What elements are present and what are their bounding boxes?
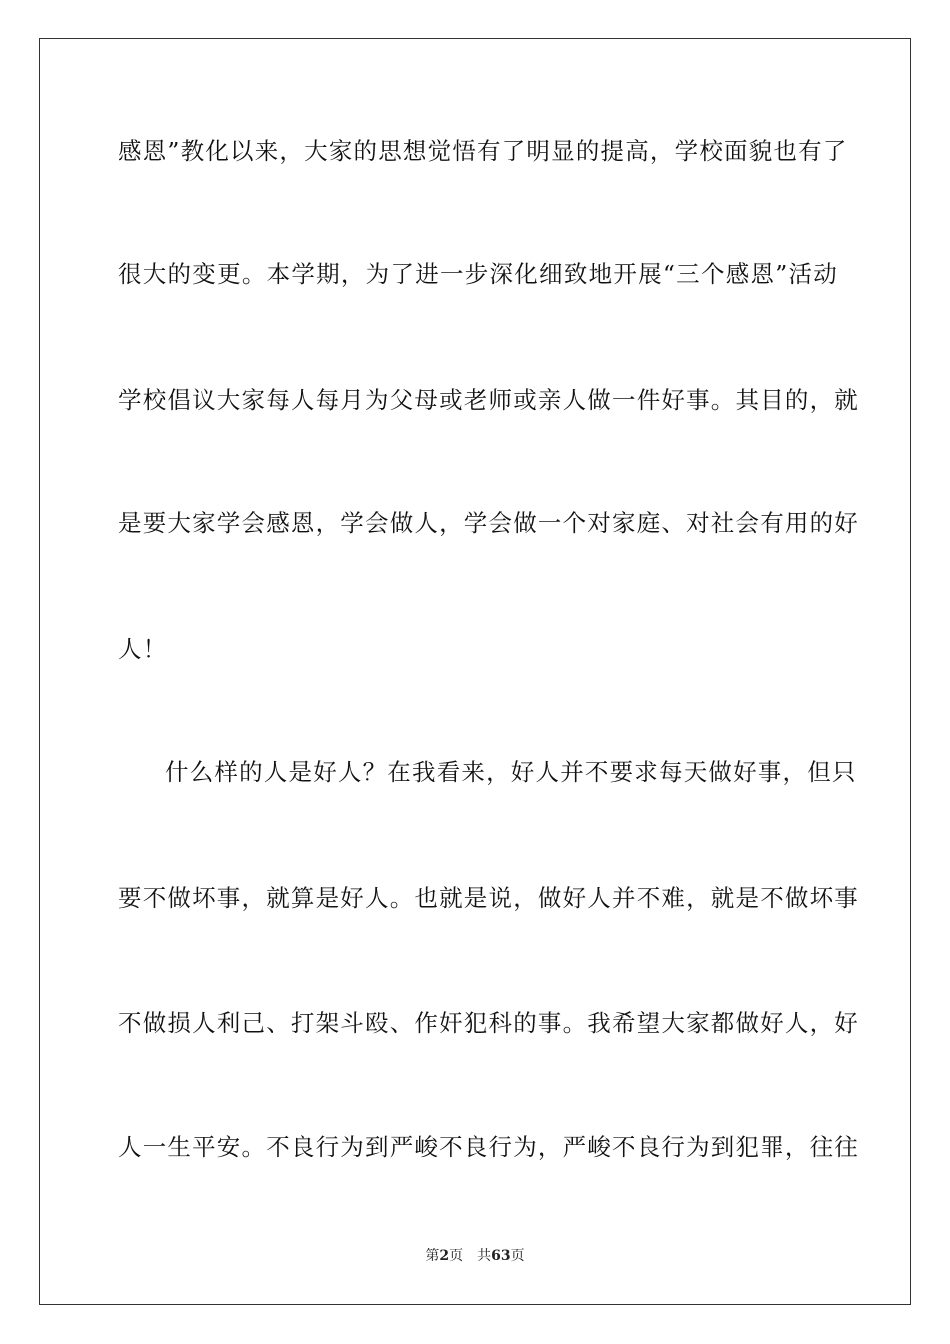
page-border — [39, 38, 911, 1305]
text-line-5: 人！ — [118, 635, 168, 663]
text-line-4: 是要大家学会感恩，学会做人，学会做一个对家庭、对社会有用的好 — [118, 509, 859, 537]
page-footer — [0, 1247, 950, 1265]
footer-total-suffix: 页 — [510, 1248, 525, 1264]
text-line-7: 要不做坏事，就算是好人。也就是说，做好人并不难，就是不做坏事 — [118, 884, 859, 912]
text-line-8: 不做损人利己、打架斗殴、作奸犯科的事。我希望大家都做好人，好 — [118, 1009, 859, 1037]
text-line-1: 感恩”教化以来，大家的思想觉悟有了明显的提高，学校面貌也有了 — [118, 137, 848, 165]
paragraph-start-line: 什么样的人是好人？在我看来，好人并不要求每天做好事，但只 — [165, 758, 857, 786]
current-page-number: 2 — [439, 1248, 450, 1264]
text-line-2: 很大的变更。本学期，为了进一步深化细致地开展“三个感恩”活动 — [118, 260, 838, 288]
text-line-9: 人一生平安。不良行为到严峻不良行为，严峻不良行为到犯罪，往往 — [118, 1133, 859, 1161]
footer-total-prefix: 共 — [477, 1248, 492, 1264]
footer-prefix: 第 — [425, 1248, 440, 1264]
footer-page-suffix: 页 — [449, 1248, 464, 1264]
text-line-3: 学校倡议大家每人每月为父母或老师或亲人做一件好事。其目的，就 — [118, 386, 859, 414]
total-page-count: 63 — [491, 1248, 511, 1264]
